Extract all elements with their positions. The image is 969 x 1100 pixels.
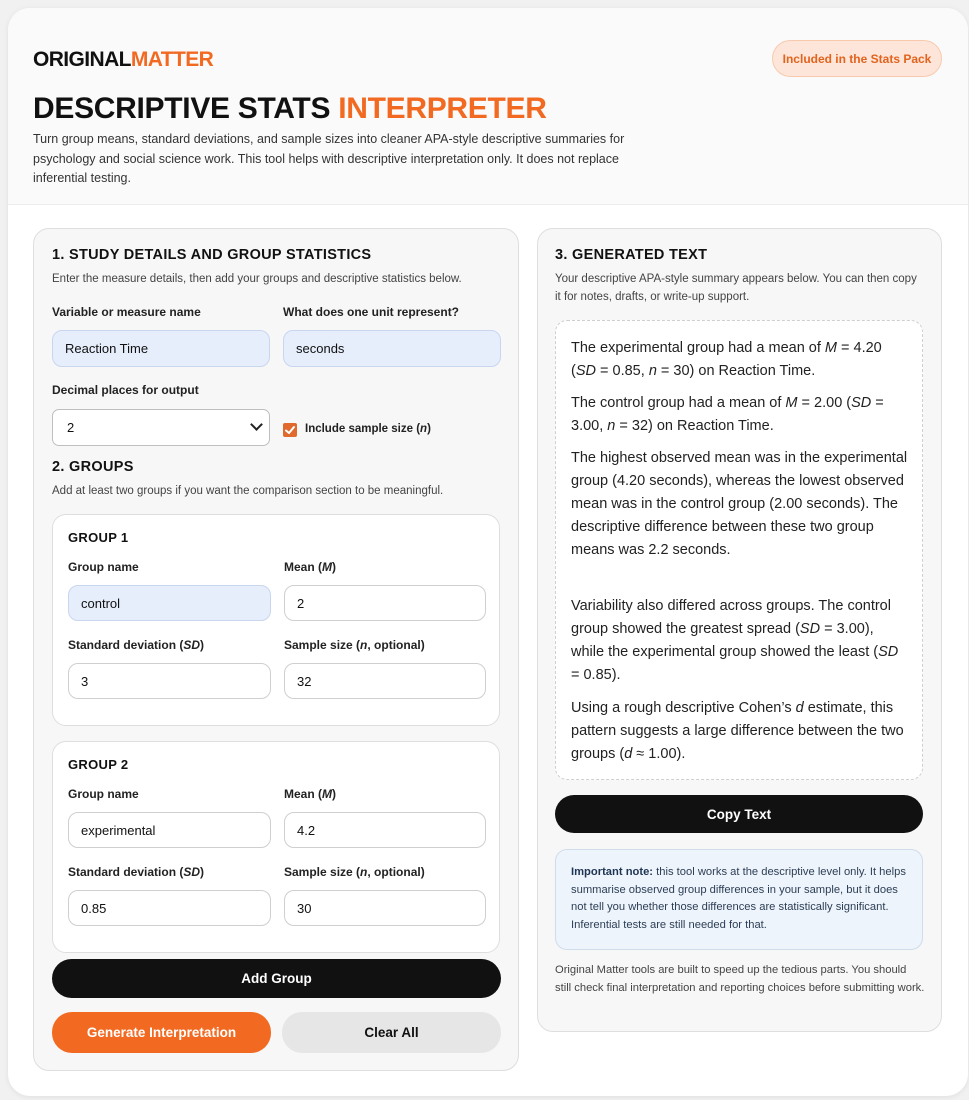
brand-part1: ORIGINAL (33, 48, 131, 71)
stats-pack-badge: Included in the Stats Pack (772, 40, 942, 77)
variable-value: Reaction Time (65, 341, 149, 356)
footer-text: Original Matter tools are built to speed up the tedious parts. You should still check final interpretation and reporting choices before submitting work. (555, 964, 925, 994)
group-name-value: experimental (81, 822, 156, 838)
unit-value: seconds (296, 341, 345, 356)
checkmark-icon (284, 424, 296, 436)
group-title: GROUP 2 (68, 757, 129, 772)
copy-text-button[interactable]: Copy Text (555, 795, 923, 833)
group-name-input[interactable] (68, 812, 271, 848)
decimals-select[interactable] (52, 409, 270, 446)
title-part2: INTERPRETER (338, 92, 547, 125)
n-input[interactable] (284, 890, 486, 926)
title-part1: DESCRIPTIVE STATS (33, 92, 331, 125)
generate-interpretation-button[interactable]: Generate Interpretation (52, 1012, 271, 1053)
sd-value: 0.85 (81, 900, 107, 916)
group-name-value: control (81, 595, 121, 611)
mean-value: 4.2 (297, 822, 316, 838)
mean-label: Mean (M) (284, 787, 337, 801)
sd-value: 3 (81, 673, 89, 689)
output-paragraph-5: Using a rough descriptive Cohen’s d estimate, this pattern suggests a large difference between the two groups (d ≈ 1.00). (571, 700, 904, 762)
study-panel (33, 228, 519, 1071)
generated-help: Your descriptive APA-style summary appears below. You can then copy it for notes, drafts, or write-up support. (555, 273, 917, 303)
n-value: 32 (297, 673, 312, 689)
unit-label: What does one unit represent? (283, 305, 460, 319)
decimals-value: 2 (67, 420, 75, 435)
unit-input[interactable] (283, 330, 501, 367)
note-text: this tool works at the descriptive level only. It helps summarise observed group differences in your sample, but it does not tell you whether those differences are statistically significant. Inferential tests are still needed for that. (571, 866, 906, 931)
study-help: Enter the measure details, then add your groups and descriptive statistics below. (52, 273, 462, 285)
include-n-checkbox[interactable] (283, 423, 297, 437)
output-paragraph-3: The highest observed mean was in the experimental group (4.20 seconds), whereas the lowest observed mean was in the control group (2.00 seconds). The descriptive difference between these two group means was 2.2 seconds. (571, 450, 908, 558)
page-header (8, 8, 968, 205)
groups-help: Add at least two groups if you want the comparison section to be meaningful. (52, 485, 444, 497)
group-card-1 (52, 514, 500, 726)
group-card-2 (52, 741, 500, 953)
output-paragraph-4: Variability also differed across groups. The control group showed the greatest spread (SD = 3.00), while the experimental group showed the least (SD = 0.85). (571, 598, 899, 683)
mean-label: Mean (M) (284, 560, 337, 574)
app-card (8, 8, 968, 1096)
page-title (33, 92, 547, 126)
mean-value: 2 (297, 595, 305, 611)
variable-input[interactable] (52, 330, 270, 367)
brand-logo (33, 48, 213, 72)
sd-label: Standard deviation (SD) (68, 865, 205, 879)
group-name-label: Group name (68, 560, 139, 574)
decimals-label: Decimal places for output (52, 383, 199, 397)
n-label: Sample size (n, optional) (284, 638, 425, 652)
mean-input[interactable] (284, 585, 486, 621)
clear-all-button[interactable]: Clear All (282, 1012, 501, 1053)
group-title: GROUP 1 (68, 530, 129, 545)
generated-panel (537, 228, 942, 1032)
mean-input[interactable] (284, 812, 486, 848)
sd-input[interactable] (68, 890, 271, 926)
sd-label: Standard deviation (SD) (68, 638, 205, 652)
brand-part2: MATTER (130, 48, 214, 71)
generated-output[interactable] (555, 320, 923, 780)
groups-heading: 2. GROUPS (52, 459, 134, 475)
note-bold: Important note: (571, 866, 654, 878)
output-paragraph-2: The control group had a mean of M = 2.00 (SD = 3.00, n = 32) on Reaction Time. (571, 395, 884, 434)
generated-heading: 3. GENERATED TEXT (555, 247, 708, 263)
n-input[interactable] (284, 663, 486, 699)
group-name-label: Group name (68, 787, 139, 801)
sd-input[interactable] (68, 663, 271, 699)
variable-label: Variable or measure name (52, 305, 201, 319)
intro-text: Turn group means, standard deviations, and sample sizes into cleaner APA-style descriptive summaries for psychology and social science work. This tool helps with descriptive interpretation only. It does not replace inferential testing. (33, 132, 625, 185)
output-paragraph-1: The experimental group had a mean of M = 4.20 (SD = 0.85, n = 30) on Reaction Time. (571, 340, 882, 379)
n-value: 30 (297, 900, 312, 916)
include-n-label: Include sample size (n) (305, 423, 431, 435)
study-heading: 1. STUDY DETAILS AND GROUP STATISTICS (52, 247, 372, 263)
group-name-input[interactable] (68, 585, 271, 621)
n-label: Sample size (n, optional) (284, 865, 425, 879)
important-note (555, 849, 923, 950)
add-group-button[interactable]: Add Group (52, 959, 501, 998)
chevron-down-icon (250, 418, 263, 431)
